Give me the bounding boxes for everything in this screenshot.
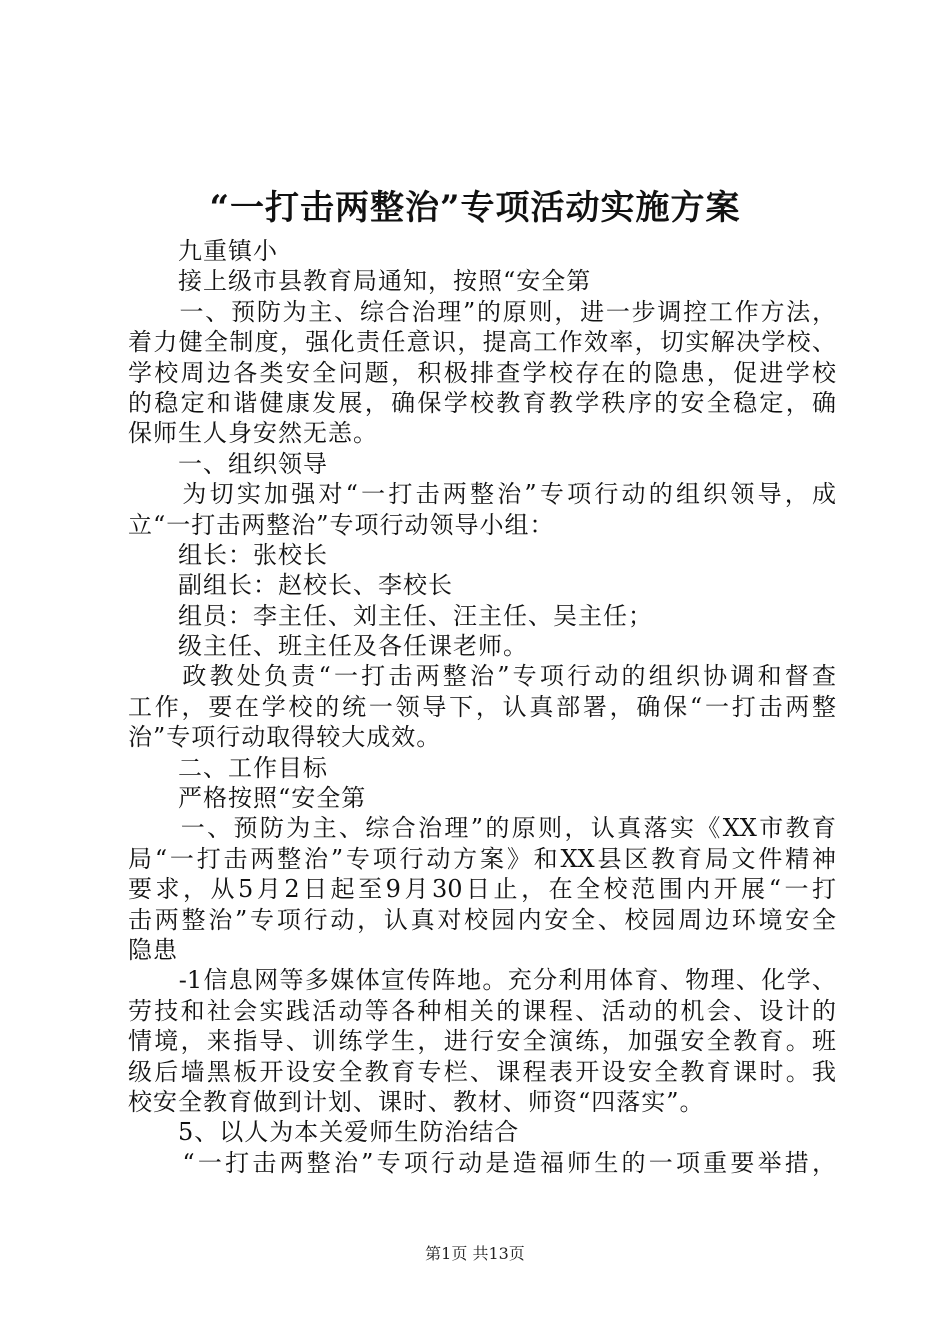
paragraph-line: 级后墙黑板开设安全教育专栏、课程表开设安全教育课时。我	[128, 1057, 836, 1086]
paragraph-line: 着力健全制度，强化责任意识，提高工作效率，切实解决学校、	[128, 328, 836, 357]
paragraph-line: 劳技和社会实践活动等各种相关的课程、活动的机会、设计的	[128, 996, 836, 1025]
paragraph-line: 治”专项行动取得较大成效。	[128, 723, 442, 752]
paragraph-line: 级主任、班主任及各任课老师。	[128, 632, 528, 661]
paragraph-line: 组员：李主任、刘主任、汪主任、吴主任；	[128, 601, 653, 630]
paragraph-line: 学校周边各类安全问题，积极排查学校存在的隐患，促进学校	[128, 358, 836, 387]
paragraph-line: 5、以人为本关爱师生防治结合	[128, 1118, 520, 1147]
paragraph-line: 立“一打击两整治”专项行动领导小组：	[128, 510, 555, 539]
paragraph-line: 政教处负责“一打击两整治”专项行动的组织协调和督查	[128, 662, 836, 691]
section-heading: 一、组织领导	[128, 449, 328, 478]
paragraph-line: 副组长：赵校长、李校长	[128, 571, 453, 600]
page-footer: 第1页 共13页	[425, 1244, 525, 1263]
paragraph-line: 一、预防为主、综合治理”的原则，进一步调控工作方法，	[128, 297, 836, 326]
paragraph-line: 严格按照“安全第	[128, 784, 367, 813]
paragraph-line: 工作，要在学校的统一领导下，认真部署，确保“一打击两整	[128, 692, 836, 721]
paragraph-line: 要求，从5月2日起至9月30日止，在全校范围内开展“一打	[128, 875, 836, 904]
paragraph-line: 一、预防为主、综合治理”的原则，认真落实《XX市教育	[128, 814, 836, 843]
paragraph-line: “一打击两整治”专项行动是造福师生的一项重要举措，	[128, 1148, 836, 1177]
paragraph-line: 校安全教育做到计划、课时、教材、师资“四落实”。	[128, 1087, 705, 1116]
document-title: “一打击两整治”专项活动实施方案	[209, 188, 741, 228]
paragraph-line: 隐患	[128, 935, 178, 964]
paragraph-line: 的稳定和谐健康发展，确保学校教育教学秩序的安全稳定，确	[128, 388, 836, 417]
paragraph-line: 组长：张校长	[128, 540, 328, 569]
paragraph-line: -1信息网等多媒体宣传阵地。充分利用体育、物理、化学、	[128, 966, 836, 995]
paragraph-line: 为切实加强对“一打击两整治”专项行动的组织领导，成	[128, 480, 836, 509]
paragraph-line: 局“一打击两整治”专项行动方案》和XX县区教育局文件精神	[128, 844, 836, 873]
paragraph-line: 接上级市县教育局通知，按照“安全第	[128, 267, 592, 296]
paragraph-line: 保师生人身安然无恙。	[128, 419, 378, 448]
section-heading: 二、工作目标	[128, 753, 328, 782]
document-body	[128, 236, 836, 1178]
paragraph-line: 情境，来指导、训练学生，进行安全演练，加强安全教育。班	[128, 1027, 836, 1056]
paragraph-line: 九重镇小	[128, 237, 278, 265]
paragraph-line: 击两整治”专项行动，认真对校园内安全、校园周边环境安全	[128, 905, 836, 934]
